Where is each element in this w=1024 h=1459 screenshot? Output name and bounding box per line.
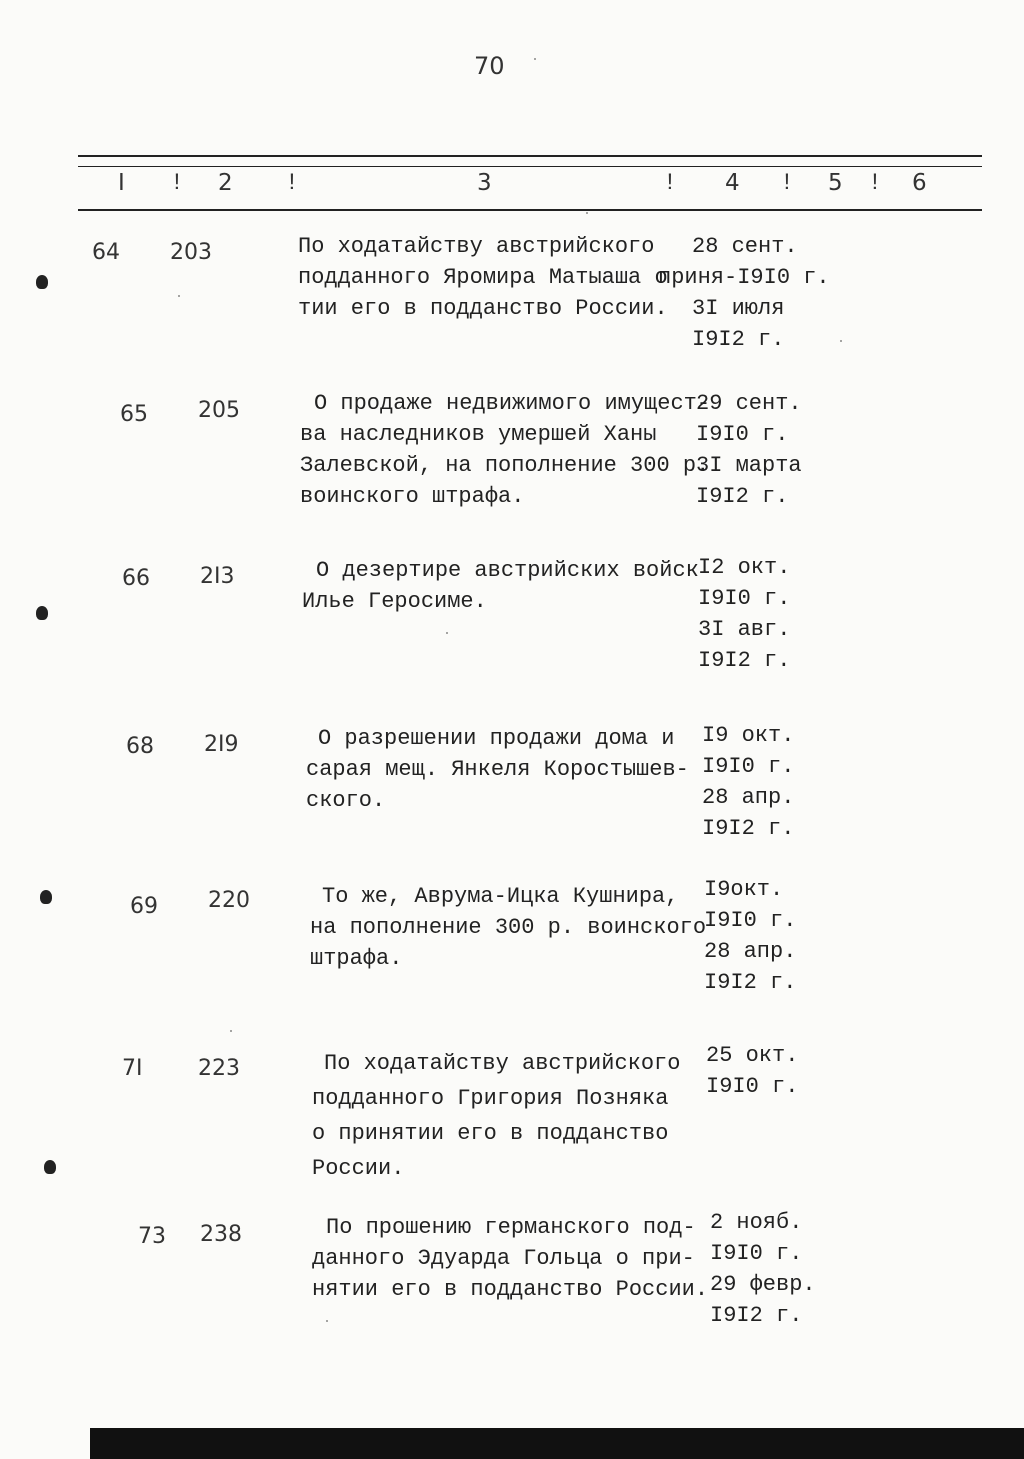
entry-description: По ходатайству австрийского подданного Григория Позняка о принятии его в подданство России. bbox=[312, 1051, 681, 1181]
entry-number: 7I bbox=[122, 1056, 143, 1081]
entry-dates: 25 окт. I9I0 г. bbox=[706, 1043, 799, 1099]
binding-hole-mark bbox=[36, 606, 48, 620]
entry-dates: I9 окт. I9I0 г. 28 апр. I9I2 г. bbox=[702, 723, 795, 841]
entry-number: 64 bbox=[92, 240, 120, 265]
entry-dates: 29 сент. I9I0 г. 3I марта I9I2 г. bbox=[696, 391, 802, 509]
entry-dates: 28 сент. приня-I9I0 г. 3I июля I9I2 г. bbox=[658, 234, 830, 352]
archive-number: 2I9 bbox=[204, 732, 239, 757]
entry-description: То же, Аврума-Ицка Кушнира, на пополнение 300 р. воинского штрафа. bbox=[310, 884, 707, 971]
header-col-6: 6 bbox=[912, 170, 927, 196]
entry-description: По ходатайству австрийского подданного Яромира Матыаша о тии его в подданство России. bbox=[298, 234, 668, 321]
entry-description: По прошению германского под- данного Эдуарда Гольца о при- нятии его в подданство России. bbox=[312, 1215, 709, 1302]
archive-number: 220 bbox=[208, 888, 250, 913]
entry-number: 66 bbox=[122, 566, 150, 591]
header-col-4: 4 bbox=[725, 170, 740, 196]
scan-speck bbox=[230, 1030, 232, 1032]
entry-description: О дезертире австрийских войск Илье Геросиме. bbox=[302, 558, 699, 614]
scan-speck bbox=[840, 340, 842, 342]
scan-speck bbox=[586, 212, 588, 214]
scan-speck bbox=[534, 58, 536, 60]
header-rule-bottom bbox=[78, 209, 982, 211]
scan-speck bbox=[326, 1320, 328, 1322]
entry-dates: I9окт. I9I0 г. 28 апр. I9I2 г. bbox=[704, 877, 797, 995]
archive-number: 2I3 bbox=[200, 564, 235, 589]
scan-speck bbox=[178, 295, 180, 297]
header-separator: ! bbox=[170, 170, 184, 196]
binding-hole-mark bbox=[40, 890, 52, 904]
entry-number: 68 bbox=[126, 734, 154, 759]
header-separator: ! bbox=[285, 170, 299, 196]
entry-number: 65 bbox=[120, 402, 148, 427]
entry-number: 69 bbox=[130, 894, 158, 919]
archive-number: 205 bbox=[198, 398, 240, 423]
scan-speck bbox=[446, 632, 448, 634]
entry-dates: 2 нояб. I9I0 г. 29 февр. I9I2 г. bbox=[710, 1210, 816, 1328]
header-col-2: 2 bbox=[218, 170, 233, 196]
archive-number: 223 bbox=[198, 1056, 240, 1081]
archive-number: 203 bbox=[170, 240, 212, 265]
entry-description: О продаже недвижимого имущест- ва наследников умершей Ханы Залевской, на пополнение 300 р. воинского штрафа. bbox=[300, 391, 711, 509]
entry-number: 73 bbox=[138, 1224, 166, 1249]
entry-description: О разрешении продажи дома и сарая мещ. Янкеля Коростышев- ского. bbox=[306, 726, 689, 813]
header-col-3: 3 bbox=[477, 170, 492, 196]
header-col-5: 5 bbox=[828, 170, 843, 196]
scan-bottom-edge bbox=[90, 1428, 1024, 1459]
archive-number: 238 bbox=[200, 1222, 242, 1247]
header-separator: ! bbox=[780, 170, 794, 196]
header-separator: ! bbox=[868, 170, 882, 196]
header-col-1: I bbox=[118, 170, 125, 196]
header-separator: ! bbox=[663, 170, 677, 196]
header-rule-top bbox=[78, 155, 982, 157]
header-rule-top-thin bbox=[78, 166, 982, 167]
binding-hole-mark bbox=[44, 1160, 56, 1174]
page-number: 70 bbox=[474, 52, 505, 80]
entry-dates: I2 окт. I9I0 г. 3I авг. I9I2 г. bbox=[698, 555, 791, 673]
binding-hole-mark bbox=[36, 275, 48, 289]
